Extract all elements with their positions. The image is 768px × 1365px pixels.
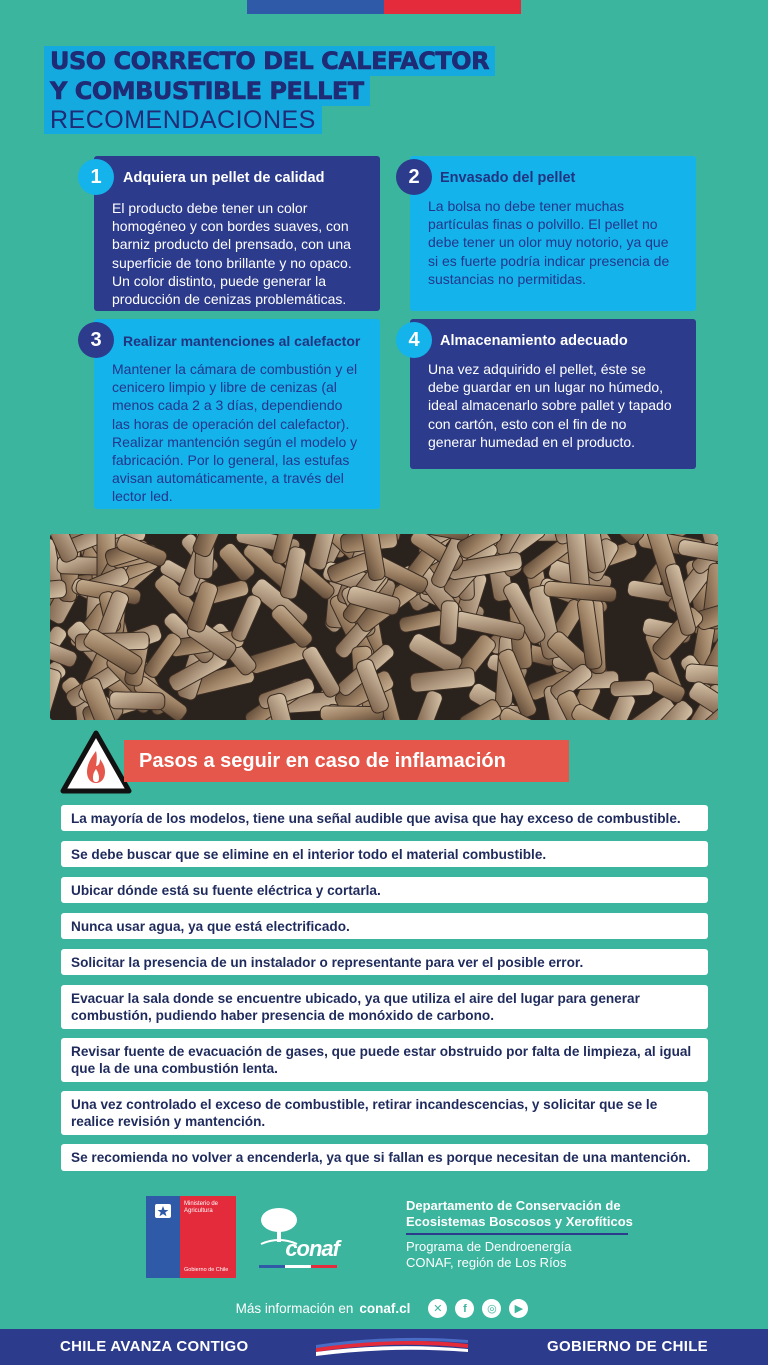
facebook-icon[interactable]: f — [455, 1299, 474, 1318]
number-badge-4: 4 — [396, 322, 432, 358]
list-item: Se debe buscar que se elimine en el interior todo el material combustible. — [61, 841, 708, 867]
list-item: Solicitar la presencia de un instalador o representante para ver el posible error. — [61, 949, 708, 975]
card-title: Envasado del pellet — [440, 170, 576, 186]
card-title: Almacenamiento adecuado — [440, 333, 628, 349]
list-item: Se recomienda no volver a encenderla, ya que si fallan es porque necesitan de una mantención. — [61, 1144, 708, 1171]
x-icon[interactable]: ✕ — [428, 1299, 447, 1318]
title-line-2: Y COMBUSTIBLE PELLET — [44, 76, 370, 106]
ministry-name-line1: Ministerio de — [184, 1201, 219, 1207]
dept-line2: Ecosistemas Boscosos y Xerofíticos — [406, 1214, 633, 1229]
title-line-1: USO CORRECTO DEL CALEFACTOR — [44, 46, 495, 76]
list-item: Nunca usar agua, ya que está electrificado. — [61, 913, 708, 939]
list-item: Evacuar la sala donde se encuentre ubicado, ya que utiliza el aire del lugar para generar combustión, pudiendo haber presencia de monóxido de carbono. — [61, 985, 708, 1029]
number-badge-3: 3 — [78, 322, 114, 358]
bottom-bar — [0, 1329, 768, 1365]
subtitle: RECOMENDACIONES — [44, 106, 322, 134]
card-title: Realizar mantenciones al calefactor — [123, 333, 361, 349]
department-info — [406, 1198, 633, 1271]
conaf-wordmark: conaf — [285, 1236, 339, 1261]
coat-of-arms-icon — [146, 1196, 180, 1226]
flag-bar — [247, 0, 521, 14]
dept-line1: Departamento de Conservación de — [406, 1198, 621, 1213]
program-line1: Programa de Dendroenergía — [406, 1238, 572, 1254]
inflammation-steps — [61, 805, 708, 1171]
list-item: Revisar fuente de evacuación de gases, que puede estar obstruido por falta de limpieza, al igual que la de una combustión lenta. — [61, 1038, 708, 1082]
flag-swoosh — [316, 1336, 468, 1358]
fire-warning-icon — [60, 729, 132, 795]
instagram-icon[interactable]: ◎ — [482, 1299, 501, 1318]
more-info-label: Más información en — [235, 1301, 354, 1316]
more-info — [0, 1299, 768, 1318]
recommendation-card-4 — [410, 319, 696, 469]
ministry-logo — [146, 1196, 236, 1278]
recommendation-card-2 — [410, 156, 696, 311]
list-item: Una vez controlado el exceso de combustible, retirar incandescencias, y solicitar que se le realice revisión y mantención. — [61, 1091, 708, 1135]
recommendation-card-3 — [94, 319, 380, 509]
list-item: Ubicar dónde está su fuente eléctrica y cortarla. — [61, 877, 708, 903]
youtube-icon[interactable]: ▶ — [509, 1299, 528, 1318]
footer-logos — [0, 1196, 768, 1286]
number-badge-2: 2 — [396, 159, 432, 195]
card-text: Una vez adquirido el pellet, éste se debe guardar en un lugar no húmedo, ideal almacenarlo sobre pallet y tapado con cartón, esto con el fin de no generar humedad en el producto. — [428, 361, 672, 450]
card-text: Mantener la cámara de combustión y el cenicero limpio y libre de cenizas (al menos cada 2 a 3 días, dependiendo las horas de operación del calefactor). Realizar mantención según el modelo y fabricación. Por lo general, las estufas avisan automáticamente, a través del lector led. — [112, 361, 358, 505]
pellet-photo — [50, 534, 718, 720]
pellet-image — [50, 534, 718, 720]
page-title — [44, 46, 495, 134]
website-link[interactable]: conaf.cl — [359, 1301, 411, 1316]
government-name: GOBIERNO DE CHILE — [547, 1338, 708, 1355]
ministry-name-line2: Agricultura — [184, 1208, 213, 1214]
inflammation-title: Pasos a seguir en caso de inflamación — [124, 740, 569, 782]
program-line2: CONAF, región de Los Ríos — [406, 1254, 567, 1270]
card-title: Adquiera un pellet de calidad — [123, 170, 325, 186]
recommendation-card-1 — [94, 156, 380, 311]
slogan: CHILE AVANZA CONTIGO — [60, 1338, 249, 1355]
conaf-logo — [257, 1206, 339, 1268]
gobierno-small: Gobierno de Chile — [184, 1267, 229, 1273]
number-badge-1: 1 — [78, 159, 114, 195]
card-text: El producto debe tener un color homogéneo y con bordes suaves, con barniz producto del prensado, con una superficie de tono brillante y no opaco. Un color distinto, puede generar la producción de cenizas problemáticas. — [112, 200, 352, 308]
card-text: La bolsa no debe tener muchas partículas finas o polvillo. El pellet no debe tener un olor muy notorio, ya que si es fuerte podría indicar presencia de sustancias no permitidas. — [428, 198, 670, 287]
list-item: La mayoría de los modelos, tiene una señal audible que avisa que hay exceso de combustible. — [61, 805, 708, 831]
